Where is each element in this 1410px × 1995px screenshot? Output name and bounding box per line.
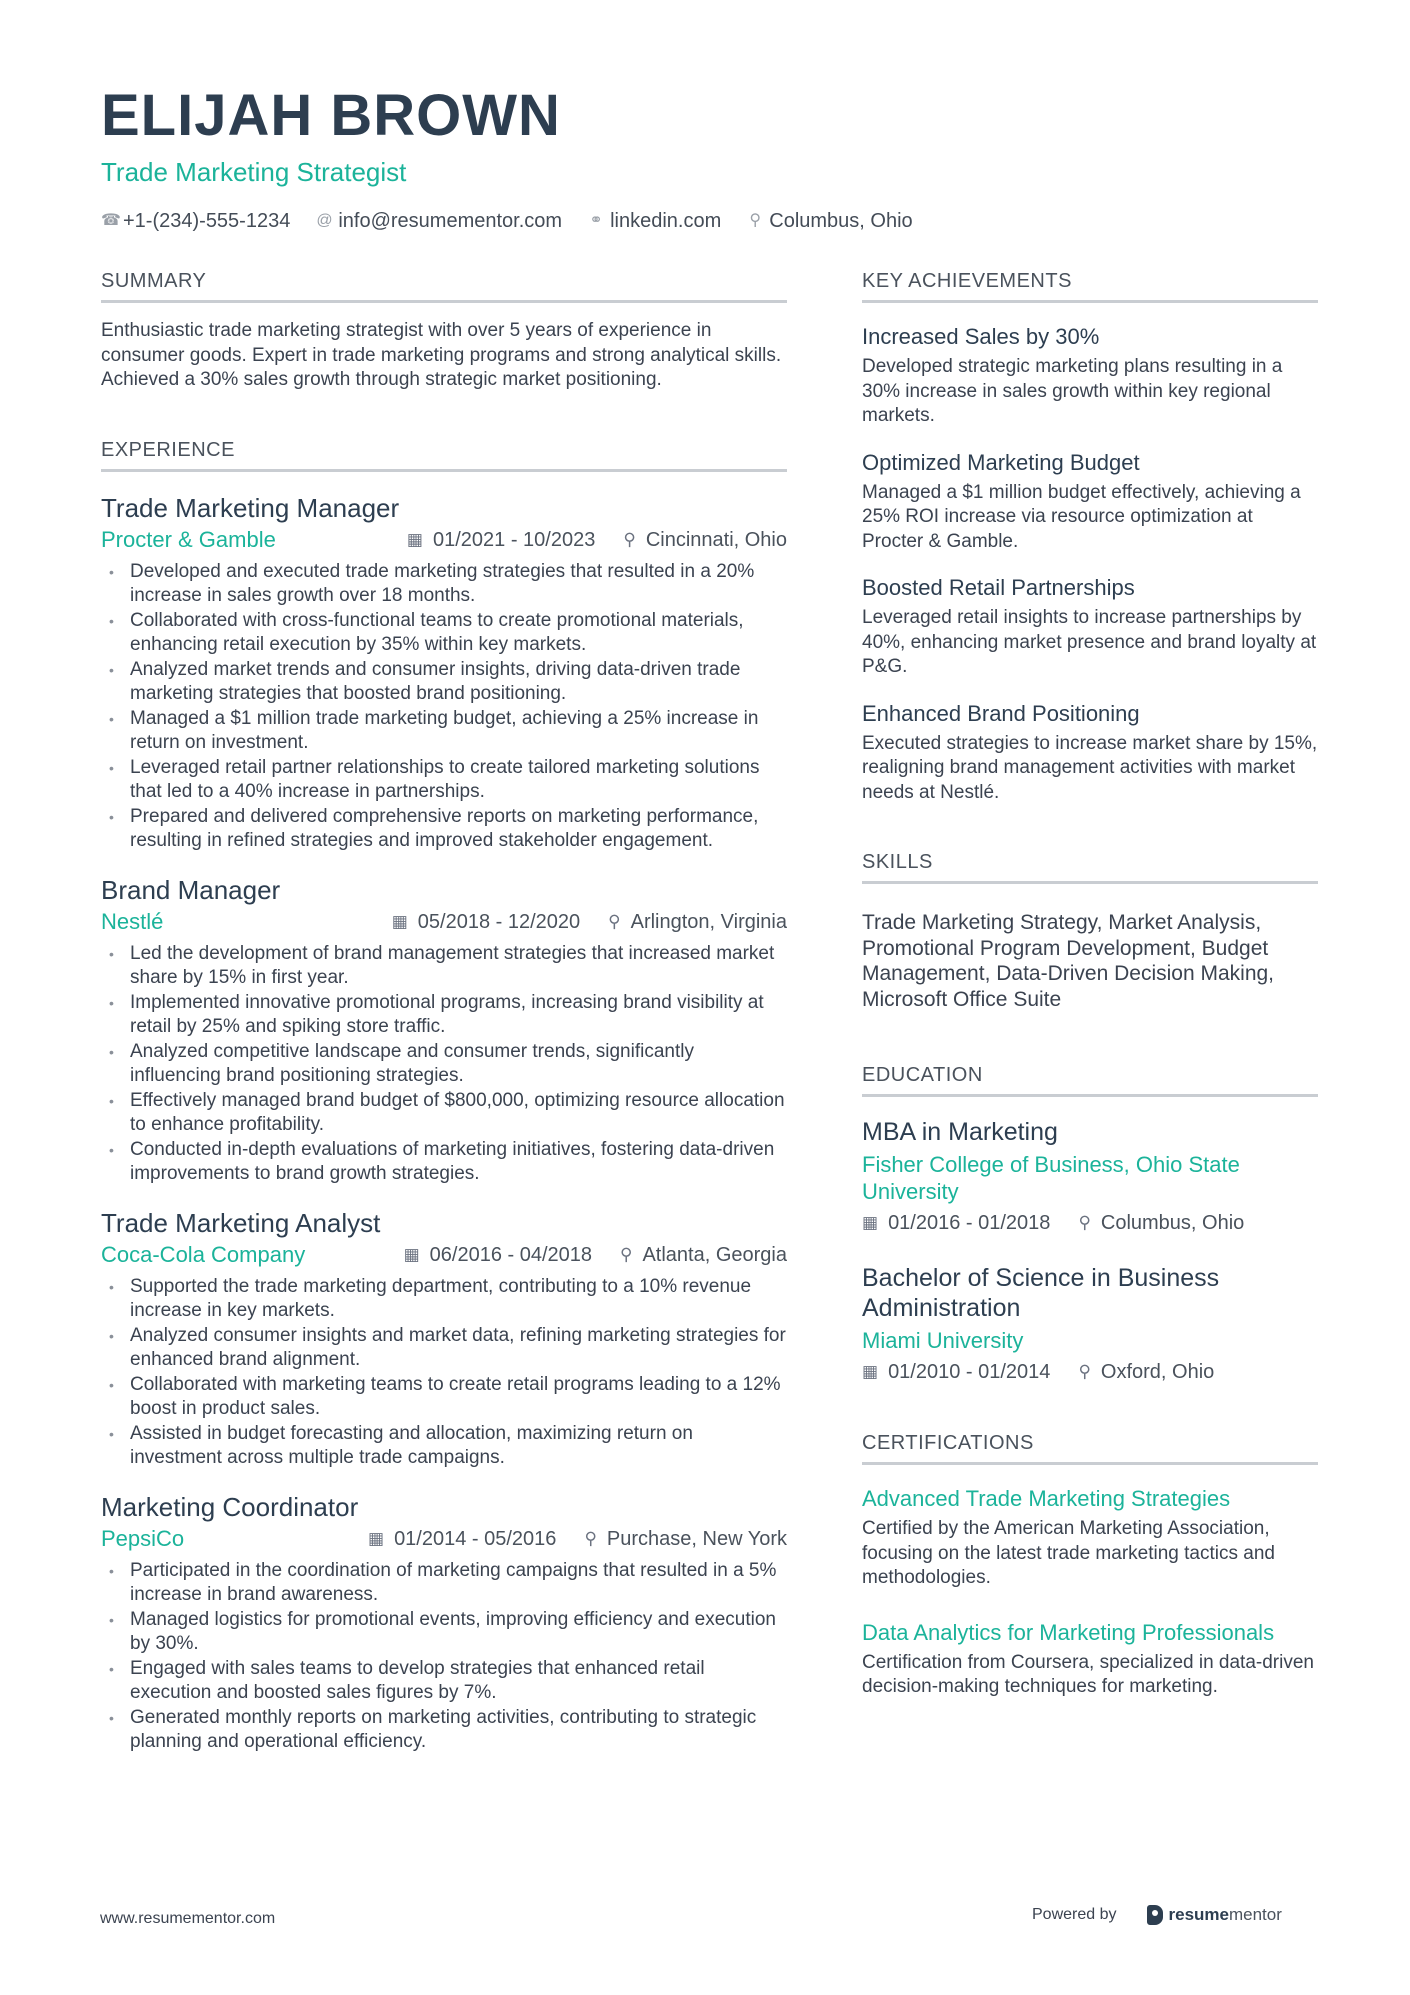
resumementor-logo[interactable] xyxy=(1147,1905,1282,1925)
education-dates-wrap xyxy=(862,1209,1050,1237)
bullet-item: • Led the development of brand management strategies that increased market share by 15% in first year. xyxy=(101,942,787,991)
contact-email[interactable] xyxy=(316,208,562,234)
education-location-wrap xyxy=(1078,1358,1214,1386)
bullet-item: • Analyzed market trends and consumer insights, driving data-driven trade marketing strategies that boosted brand positioning. xyxy=(101,658,787,707)
logo-text-light: mentor xyxy=(1228,1905,1282,1924)
education-location-wrap xyxy=(1078,1209,1244,1237)
footer-brand xyxy=(1032,1905,1282,1925)
left-column xyxy=(101,268,787,1755)
location-pin-icon: ⚲ xyxy=(584,1528,597,1548)
job-dates: 01/2014 - 05/2016 xyxy=(394,1527,557,1550)
achievement-item xyxy=(862,700,1318,806)
job-meta xyxy=(101,908,787,936)
job-title: Trade Marketing Manager xyxy=(101,492,400,523)
job-location-wrap xyxy=(608,908,787,936)
calendar-icon: ▦ xyxy=(391,911,408,931)
section-title: KEY ACHIEVEMENTS xyxy=(862,268,1318,303)
achievement-desc: Executed strategies to increase market share by 15%, realigning brand management activities with market needs at Nestlé. xyxy=(862,732,1318,803)
job-title: Trade Marketing Analyst xyxy=(101,1207,381,1238)
job-location: Cincinnati, Ohio xyxy=(645,528,787,551)
section-title: SKILLS xyxy=(862,849,1318,884)
education-list xyxy=(862,1117,1318,1386)
achievements-section xyxy=(862,268,1318,805)
company-name: PepsiCo xyxy=(101,1525,185,1551)
achievement-item xyxy=(862,574,1318,680)
job-location: Atlanta, Georgia xyxy=(642,1243,787,1266)
bullet-item: • Conducted in-depth evaluations of marketing initiatives, fostering data-driven improvements to brand growth strategies. xyxy=(101,1138,787,1187)
certifications-section xyxy=(862,1430,1318,1700)
achievement-title: Enhanced Brand Positioning xyxy=(862,700,1140,726)
bullet-item: • Managed logistics for promotional events, improving efficiency and execution by 30%. xyxy=(101,1608,787,1657)
certification-desc: Certified by the American Marketing Association, focusing on the latest trade marketing tactics and methodologies. xyxy=(862,1518,1275,1588)
education-meta xyxy=(862,1209,1318,1237)
job-entry xyxy=(101,1207,787,1471)
calendar-icon: ▦ xyxy=(368,1528,385,1548)
bullet-item: • Participated in the coordination of marketing campaigns that resulted in a 5% increase in brand awareness. xyxy=(101,1559,787,1608)
calendar-icon: ▦ xyxy=(403,1244,420,1264)
bullet-item: • Engaged with sales teams to develop strategies that enhanced retail execution and boosted sales figures by 7%. xyxy=(101,1657,787,1706)
job-entry xyxy=(101,492,787,854)
job-location-wrap xyxy=(623,526,787,554)
achievement-desc: Leveraged retail insights to increase partnerships by 40%, enhancing market presence and brand loyalty at P&G. xyxy=(862,607,1317,677)
school-name: Miami University xyxy=(862,1328,1024,1353)
job-bullets xyxy=(101,1559,787,1755)
location-pin-icon: ⚲ xyxy=(608,911,621,931)
bullet-item: • Leveraged retail partner relationships to create tailored marketing solutions that led to a 40% increase in partnerships. xyxy=(101,756,787,805)
school-name: Fisher College of Business, Ohio State University xyxy=(862,1152,1240,1204)
candidate-role: Trade Marketing Strategist xyxy=(101,157,407,187)
section-title: EDUCATION xyxy=(862,1062,1318,1097)
location-icon: ⚲ xyxy=(749,212,762,229)
calendar-icon: ▦ xyxy=(862,1213,879,1232)
candidate-name: ELIJAH BROWN xyxy=(101,83,561,148)
achievement-title: Increased Sales by 30% xyxy=(862,324,1100,349)
powered-by-label: Powered by xyxy=(1032,1906,1117,1923)
education-item xyxy=(862,1117,1318,1237)
job-dates-wrap xyxy=(404,1241,592,1269)
job-location-wrap xyxy=(584,1525,787,1553)
logo-mark-icon xyxy=(1147,1905,1163,1925)
contact-email-text[interactable]: info@resumementor.com xyxy=(338,210,563,232)
job-meta-right xyxy=(392,908,787,936)
education-dates: 01/2016 - 01/2018 xyxy=(888,1212,1051,1234)
contact-phone xyxy=(101,208,290,234)
education-section xyxy=(862,1062,1318,1386)
calendar-icon: ▦ xyxy=(406,529,423,549)
achievement-item xyxy=(862,323,1318,429)
job-bullets xyxy=(101,560,787,854)
skills-section xyxy=(862,849,1318,1012)
contact-linkedin-text[interactable]: linkedin.com xyxy=(610,210,722,232)
achievement-title: Optimized Marketing Budget xyxy=(862,449,1140,475)
link-icon: ⚭ xyxy=(589,212,603,229)
resume-header xyxy=(101,80,1321,234)
job-meta xyxy=(101,526,787,554)
logo-text xyxy=(1169,1905,1282,1925)
location-pin-icon: ⚲ xyxy=(623,529,636,549)
job-meta-right xyxy=(404,1241,787,1269)
footer-website[interactable]: www.resumementor.com xyxy=(100,1910,276,1927)
section-title: EXPERIENCE xyxy=(101,437,787,472)
contact-location-text: Columbus, Ohio xyxy=(769,210,913,232)
job-entry xyxy=(101,1491,787,1755)
education-dates-wrap xyxy=(862,1358,1050,1386)
job-dates-wrap xyxy=(407,526,595,554)
job-entry xyxy=(101,874,787,1187)
job-dates-wrap xyxy=(368,1525,556,1553)
logo-text-bold: resume xyxy=(1168,1905,1229,1924)
job-title: Marketing Coordinator xyxy=(101,1491,359,1522)
job-meta-right xyxy=(368,1525,787,1553)
education-meta xyxy=(862,1358,1318,1386)
job-dates: 05/2018 - 12/2020 xyxy=(417,910,581,933)
contact-linkedin[interactable] xyxy=(588,208,721,234)
bullet-item: • Effectively managed brand budget of $800,000, optimizing resource allocation to enhance profitability. xyxy=(101,1089,787,1138)
section-title: SUMMARY xyxy=(101,268,787,303)
bullet-item: • Prepared and delivered comprehensive reports on marketing performance, resulting in refined strategies and improved stakeholder engagement. xyxy=(101,805,787,854)
location-pin-icon: ⚲ xyxy=(620,1244,633,1264)
job-title: Brand Manager xyxy=(101,874,281,905)
certification-desc: Certification from Coursera, specialized in data-driven decision-making techniques for marketing. xyxy=(862,1651,1314,1697)
bullet-item: • Analyzed competitive landscape and consumer trends, significantly influencing brand positioning strategies. xyxy=(101,1040,787,1089)
job-bullets xyxy=(101,942,787,1187)
education-dates: 01/2010 - 01/2014 xyxy=(888,1361,1051,1383)
degree-title: Bachelor of Science in Business Administration xyxy=(862,1264,1220,1322)
bullet-item: • Generated monthly reports on marketing activities, contributing to strategic planning and operational efficiency. xyxy=(101,1706,787,1755)
experience-section xyxy=(101,437,787,1755)
bullet-item: • Supported the trade marketing department, contributing to a 10% revenue increase in key markets. xyxy=(101,1275,787,1324)
bullet-item: • Collaborated with cross-functional teams to create promotional materials, enhancing retail execution by 35% within key markets. xyxy=(101,609,787,658)
achievement-title: Boosted Retail Partnerships xyxy=(862,575,1135,600)
achievement-desc: Developed strategic marketing plans resulting in a 30% increase in sales growth within key regional markets. xyxy=(862,356,1283,426)
job-location: Purchase, New York xyxy=(606,1527,787,1550)
job-list xyxy=(101,492,787,1755)
company-name: Procter & Gamble xyxy=(101,526,276,552)
job-location: Arlington, Virginia xyxy=(630,910,787,933)
certification-list xyxy=(862,1485,1318,1700)
section-title: CERTIFICATIONS xyxy=(862,1430,1318,1465)
company-name: Nestlé xyxy=(101,908,164,934)
job-location-wrap xyxy=(620,1241,787,1269)
summary-section xyxy=(101,268,787,393)
education-item xyxy=(862,1263,1318,1386)
email-icon: @ xyxy=(316,212,333,229)
summary-text: Enthusiastic trade marketing strategist with over 5 years of experience in consumer goods. Expert in trade marketing programs and strong analytical skills. Achieved a 30% sales growth through strategic market positioning. xyxy=(101,320,782,390)
job-meta-right xyxy=(407,526,787,554)
education-location: Columbus, Ohio xyxy=(1100,1212,1245,1234)
phone-icon: ☎ xyxy=(101,212,121,229)
job-dates: 01/2021 - 10/2023 xyxy=(432,528,596,551)
company-name: Coca-Cola Company xyxy=(101,1241,306,1267)
contact-row xyxy=(101,208,1321,234)
certification-item xyxy=(862,1619,1318,1700)
bullet-item: • Implemented innovative promotional programs, increasing brand visibility at retail by 25% and spiking store traffic. xyxy=(101,991,787,1040)
location-pin-icon: ⚲ xyxy=(1078,1213,1091,1232)
bullet-item: • Developed and executed trade marketing strategies that resulted in a 20% increase in sales growth over 18 months. xyxy=(101,560,787,609)
certification-title: Advanced Trade Marketing Strategies xyxy=(862,1486,1231,1511)
job-dates-wrap xyxy=(392,908,580,936)
job-dates: 06/2016 - 04/2018 xyxy=(429,1243,593,1266)
education-location: Oxford, Ohio xyxy=(1100,1361,1215,1383)
certification-item xyxy=(862,1485,1318,1591)
bullet-item: • Managed a $1 million trade marketing budget, achieving a 25% increase in return on investment. xyxy=(101,707,787,756)
bullet-item: • Collaborated with marketing teams to create retail programs leading to a 12% boost in product sales. xyxy=(101,1373,787,1422)
job-meta xyxy=(101,1241,787,1269)
achievement-item xyxy=(862,449,1318,555)
job-meta xyxy=(101,1525,787,1553)
degree-title: MBA in Marketing xyxy=(862,1118,1058,1146)
calendar-icon: ▦ xyxy=(862,1362,879,1381)
contact-phone-text: +1-(234)-555-1234 xyxy=(123,210,291,232)
job-bullets xyxy=(101,1275,787,1471)
certification-title: Data Analytics for Marketing Professionals xyxy=(862,1619,1275,1645)
location-pin-icon: ⚲ xyxy=(1078,1362,1091,1381)
achievement-desc: Managed a $1 million budget effectively, achieving a 25% ROI increase via resource optimization at Procter & Gamble. xyxy=(862,481,1301,552)
contact-location xyxy=(747,208,912,234)
bullet-item: • Analyzed consumer insights and market data, refining marketing strategies for enhanced brand alignment. xyxy=(101,1324,787,1373)
achievement-list xyxy=(862,323,1318,805)
right-column xyxy=(862,268,1318,1700)
skills-text: Trade Marketing Strategy, Market Analysis, Promotional Program Development, Budget Management, Data-Driven Decision Making, Microsoft Office Suite xyxy=(862,911,1275,1011)
bullet-item: • Assisted in budget forecasting and allocation, maximizing return on investment across multiple trade campaigns. xyxy=(101,1422,787,1471)
